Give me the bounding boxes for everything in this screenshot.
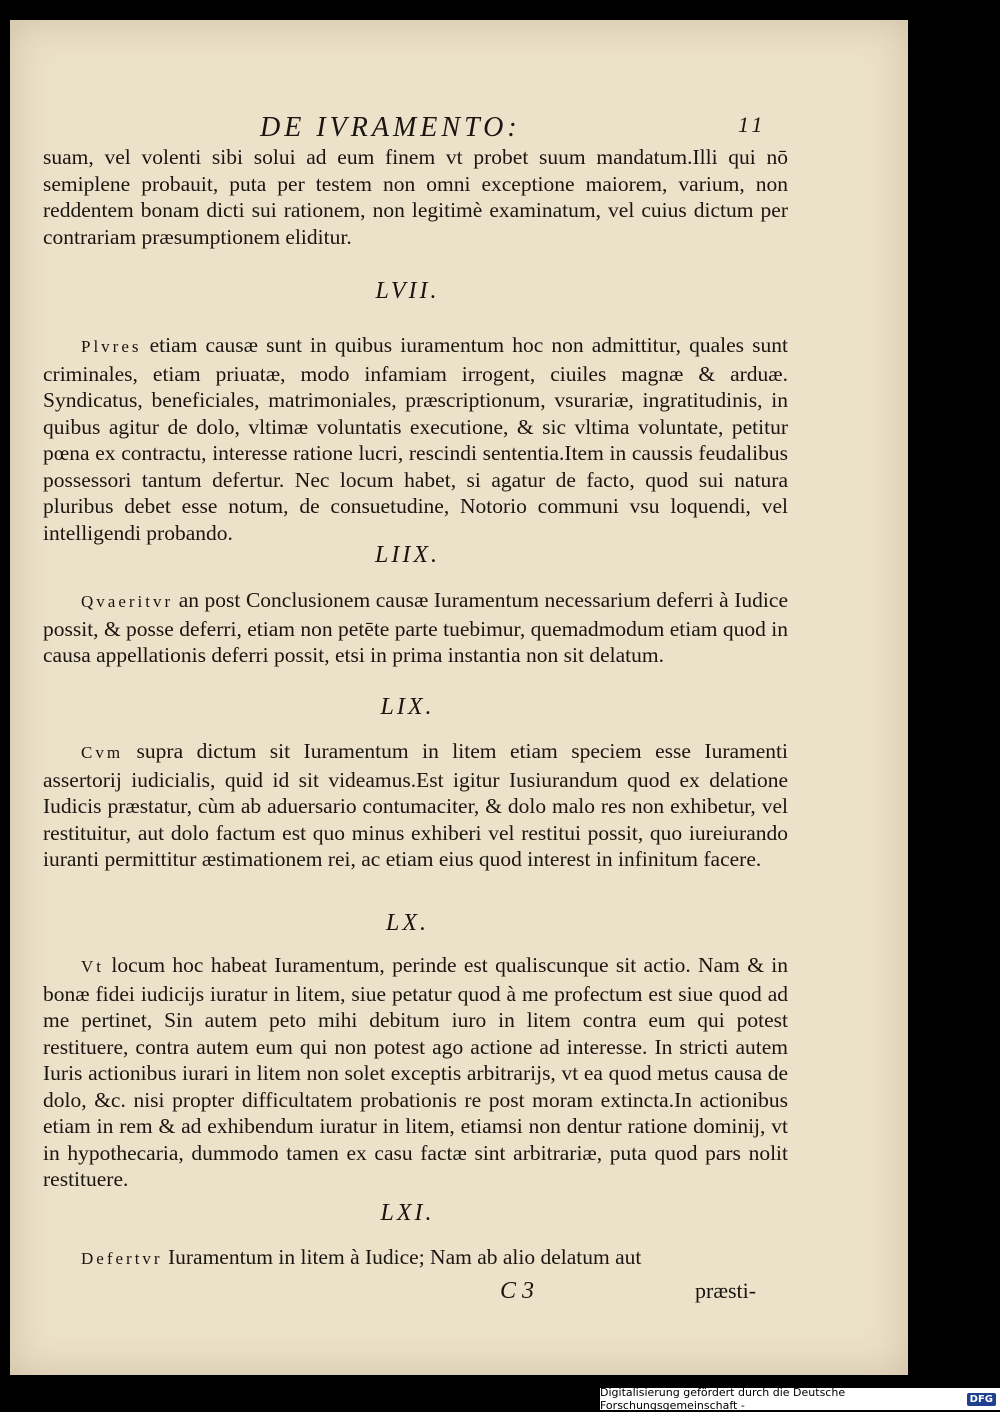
section-lix-paragraph	[43, 738, 788, 873]
section-lxi-paragraph	[43, 1244, 788, 1273]
dfg-logo-icon: DFG	[967, 1393, 996, 1406]
section-lx-paragraph	[43, 952, 788, 1193]
paragraph-text: supra dictum sit Iuramentum in litem etiam speciem esse Iuramenti assertorij iudicialis, quid id sit videamus.Est igitur Iusiurandum quod ex delatione Iudicis præstatur, cùm ab aduersario contumaciter, & dolo malo res non exhibetur, vel restituitur, aut dolo factum est quo minus exhiberi vel restitui possit, quo iureiurando iuranti permittitur æstimationem rei, ac etiam eius quod interest in infinitum facere.	[43, 739, 788, 871]
lead-word: Cvm	[81, 743, 124, 762]
opening-paragraph	[43, 144, 788, 250]
section-heading-lvii: LVII.	[375, 278, 440, 304]
lead-word: Qvaeritvr	[81, 592, 174, 611]
credit-text: Digitalisierung gefördert durch die Deutsche Forschungsgemeinschaft -	[600, 1386, 846, 1412]
section-heading-lxi: LXI.	[380, 1200, 435, 1226]
paragraph-text: etiam causæ sunt in quibus iuramentum hoc non admittitur, quales sunt criminales, etiam priuatæ, modo infamiam irrogent, ciuiles magnæ & arduæ. Syndicatus, beneficiales, matrimoniales, præscriptionum, vsurariæ, ingratitudinis, in quibus agitur de dolo, vltimæ voluntatis executione, & sic vltima voluntate, petitur pœna ex contractu, interesse ratione lucri, rescindi sententia.Item in caussis feudalibus possessori tantum defertur. Nec locum habet, si agatur de facto, quod sui natura pluribus debet esse notum, de consuetudine, Notorio communi vsu loquendi, vel intelligendi probando.	[43, 333, 788, 545]
running-head-title: DE IVRAMENTO:	[260, 112, 521, 143]
paragraph-text: locum hoc habeat Iuramentum, perinde est qualiscunque sit actio. Nam & in bonæ fidei iudicijs iuratur in litem, siue petatur quod à me profectum est siue quod ad me pertinet, Sin autem peto mihi debitum iuro in litem contra eum qui potest restituere, contra autem eum qui non potest ago actione ad interesse. In stricti autem Iuris actionibus iurari in litem non solet exceptis arbitrarijs, vt ea quod metus causa de dolo, &c. nisi propter difficultatem probationis re post moram extincta.In actionibus etiam in rem & ad exhibendum iuratur in litem, etiamsi non dentur ratione dominij, vt in hypothecaria, dummodo tamen ex casu factæ sint arbitrariæ, puta quod pars nolit restituere.	[43, 953, 788, 1191]
section-heading-liix: LIIX.	[375, 542, 440, 568]
paragraph-text: Iuramentum in litem à Iudice; Nam ab alio delatum aut	[162, 1245, 642, 1269]
book-page	[10, 20, 908, 1375]
paragraph-text: an post Conclusionem causæ Iuramentum necessarium deferri à Iudice possit, & posse deferri, etiam non petēte parte tuebimur, quemadmodum etiam quod in causa appellationis deferri possit, etsi in prima instantia non sit delatum.	[43, 588, 788, 667]
lead-word: Vt	[81, 957, 104, 976]
lead-word: Plvres	[81, 337, 142, 356]
digitization-credit	[600, 1388, 1000, 1410]
catchword: præsti-	[695, 1278, 757, 1303]
page-number: 11	[738, 112, 767, 137]
section-heading-lix: LIX.	[380, 694, 435, 720]
lead-word: Defertvr	[81, 1249, 163, 1268]
section-heading-lx: LX.	[385, 910, 429, 936]
section-lvii-paragraph	[43, 332, 788, 546]
signature-mark: C 3	[500, 1278, 535, 1304]
section-liix-paragraph	[43, 587, 788, 669]
paragraph-text: suam, vel volenti sibi solui ad eum finem vt probet suum mandatum.Illi qui nō semiplene probauit, puta per testem non omni exceptione maiorem, varium, non reddentem bonam dicti sui rationem, non legitimè examinatum, vel cuius dictum per contrariam præsumptionem eliditur.	[43, 145, 788, 249]
